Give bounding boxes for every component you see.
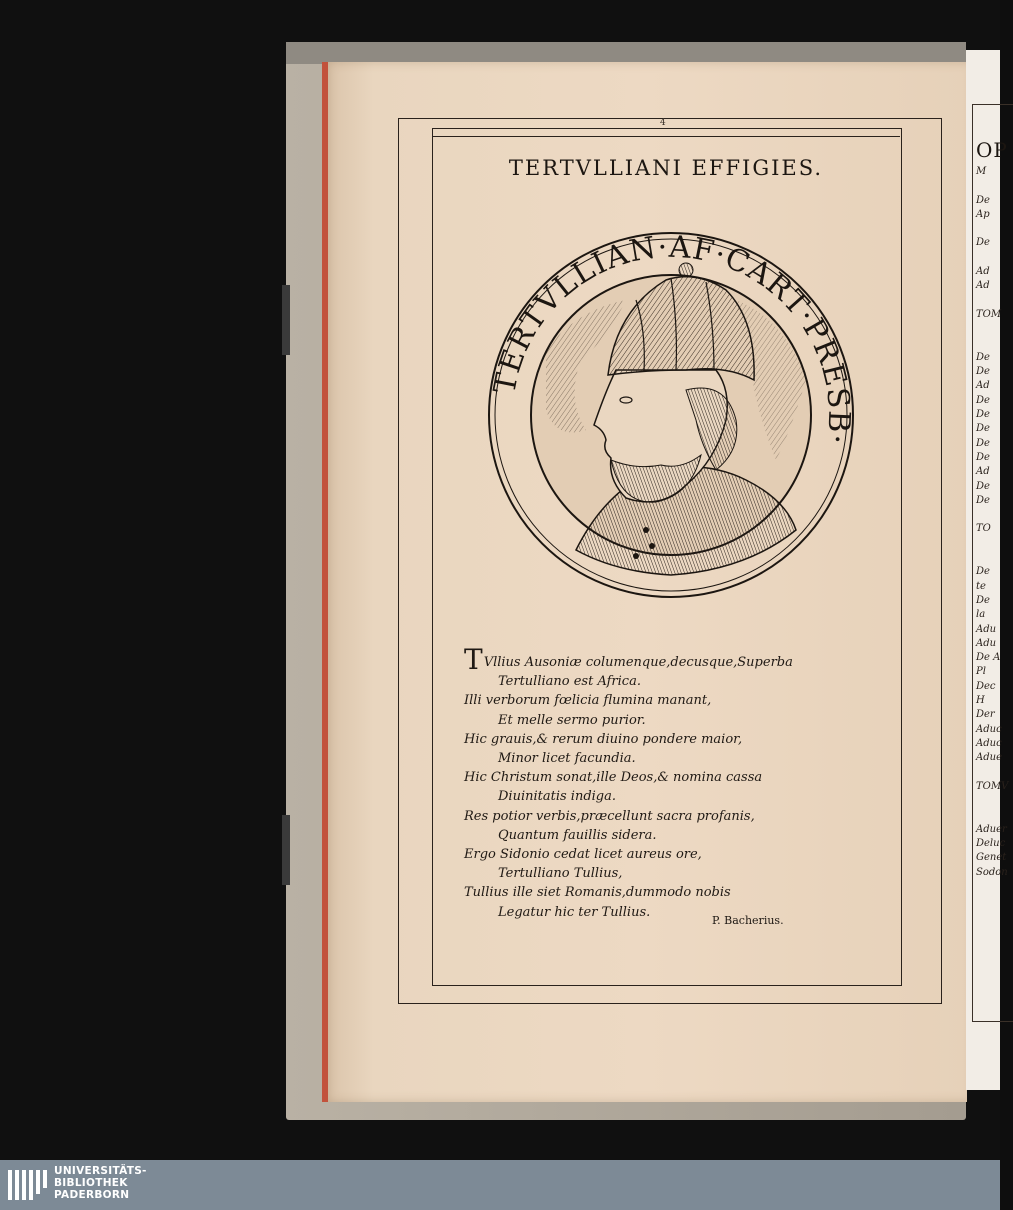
- poem-line: [464, 826, 864, 845]
- poem-line-text: Diuinitatis indiga.: [498, 789, 617, 805]
- poem-line: [464, 845, 864, 864]
- right-page-line: De: [976, 366, 990, 378]
- right-page-line: Aduc: [976, 723, 1002, 735]
- poem-line-text: Minor licet facundia.: [498, 751, 636, 767]
- poem-line-text: Tullius ille siet Romanis,dummodo nobis: [464, 885, 731, 901]
- poem-line: [464, 730, 864, 749]
- poem-line: [464, 711, 864, 730]
- poem-line: [464, 768, 864, 787]
- right-page-line: De: [976, 437, 990, 449]
- poem-line-text: Hic Christum sonat,ille Deos,& nomina cassa: [464, 770, 763, 786]
- poem-author: P. Bacherius.: [712, 914, 784, 927]
- poem-line-text: Vllius Ausoniæ columenque,decusque,Superba: [483, 655, 793, 670]
- right-page-line: TOM: [976, 308, 1002, 320]
- poem-line: [464, 643, 864, 676]
- poem-line: [464, 672, 864, 691]
- right-page-line: Adu: [976, 637, 997, 649]
- poem-line-text: Quantum fauillis sidera.: [498, 827, 657, 843]
- right-page-line: De A: [976, 652, 1001, 664]
- poem-line-text: Tertulliano Tullius,: [498, 866, 623, 882]
- right-page-line: De: [976, 394, 990, 406]
- right-page-line: [976, 508, 1006, 522]
- poem-line-text: Ergo Sidonio cedat licet aureus ore,: [464, 847, 702, 863]
- right-page-line: [976, 765, 1006, 779]
- right-page-line: De: [976, 194, 990, 206]
- right-page-line: Aduc: [976, 737, 1002, 749]
- right-page-line: [976, 222, 1006, 236]
- right-page-line: De: [976, 237, 990, 249]
- right-page-line: Pl: [976, 666, 986, 678]
- right-page-line: M: [976, 166, 987, 177]
- logo-line: BIBLIOTHEK: [54, 1177, 128, 1189]
- right-page-line: Dec: [976, 680, 996, 692]
- button: [633, 553, 639, 559]
- right-page-line: De: [976, 351, 990, 363]
- poem-line-text: Illi verborum fœlicia flumina manant,: [464, 693, 712, 709]
- right-page-line: [976, 808, 1006, 822]
- right-page-line: Deluc: [976, 837, 1006, 849]
- clasp-top: [282, 285, 290, 355]
- page-title: TERTVLLIANI EFFIGIES.: [508, 156, 824, 180]
- right-page-contents: [976, 165, 1009, 880]
- right-page-line: De: [976, 594, 990, 606]
- right-page-line: Ad: [976, 280, 990, 292]
- right-page-line: [976, 251, 1006, 265]
- right-page-line: [976, 294, 1006, 308]
- right-page-line: De: [976, 480, 990, 492]
- poem-dropcap: T: [464, 643, 483, 676]
- poem-line: [464, 864, 864, 883]
- poem-line: [464, 691, 864, 710]
- poem-line-text: Et melle sermo purior.: [498, 712, 646, 728]
- footer-bar: [0, 1160, 1000, 1210]
- right-page-line: [976, 322, 1006, 336]
- right-page-line: [976, 179, 1006, 193]
- portrait-medallion: [486, 230, 856, 600]
- right-page-line: Ad: [976, 466, 990, 478]
- poem-line-text: Hic grauis,& rerum diuino pondere maior,: [464, 731, 743, 747]
- right-page-line: la: [976, 609, 986, 621]
- poem-line-text: Res potior verbis,præcellunt sacra profanis,: [464, 808, 755, 824]
- right-page-line: De: [976, 566, 990, 578]
- library-logo-text: [54, 1165, 147, 1201]
- right-page-line: Ap: [976, 208, 990, 220]
- poem-line: [464, 903, 864, 922]
- right-page-line: Adue: [976, 752, 1002, 764]
- red-page-edge: [322, 62, 328, 1102]
- right-page-line: TOMV: [976, 780, 1009, 792]
- right-page-line: [976, 551, 1006, 565]
- frame-rule: [432, 136, 900, 137]
- right-page-line: Genet: [976, 852, 1007, 864]
- poem-line-text: Tertulliano est Africa.: [498, 674, 641, 690]
- button: [649, 543, 655, 549]
- right-page-line: [976, 537, 1006, 551]
- poem-line: [464, 807, 864, 826]
- poem-line: [464, 787, 864, 806]
- book-cover-top-edge: [286, 42, 966, 64]
- right-page-line: Ad: [976, 266, 990, 278]
- poem-line: [464, 883, 864, 902]
- right-page-line: te: [976, 580, 986, 592]
- right-page-line: De: [976, 409, 990, 421]
- poem: [464, 643, 864, 922]
- clasp-bottom: [282, 815, 290, 885]
- logo-line: PADERBORN: [54, 1189, 130, 1201]
- right-page-line: Der: [976, 709, 995, 721]
- right-page-line: Ad: [976, 380, 990, 392]
- logo-line: UNIVERSITÄTS-: [54, 1165, 147, 1177]
- folio-number: 4: [660, 118, 666, 128]
- right-page-line: De: [976, 494, 990, 506]
- library-logo-icon: [8, 1166, 50, 1204]
- poem-line-text: Legatur hic ter Tullius.: [498, 904, 651, 920]
- right-page-line: Adu: [976, 623, 997, 635]
- right-page-line: [976, 794, 1006, 808]
- right-page-heading: OP: [976, 138, 1008, 162]
- right-page-line: De: [976, 451, 990, 463]
- right-page-line: TO: [976, 523, 991, 535]
- right-page-line: [976, 337, 1006, 351]
- button: [643, 527, 649, 533]
- poem-line: [464, 749, 864, 768]
- medallion-inscription: TERTVLLIAN·AF·CART·PRESB·: [487, 230, 856, 448]
- right-page-line: Aduer: [976, 823, 1007, 835]
- right-page-line: De: [976, 423, 990, 435]
- right-page-line: H: [976, 694, 985, 706]
- right-page-line: Sodon: [976, 866, 1008, 878]
